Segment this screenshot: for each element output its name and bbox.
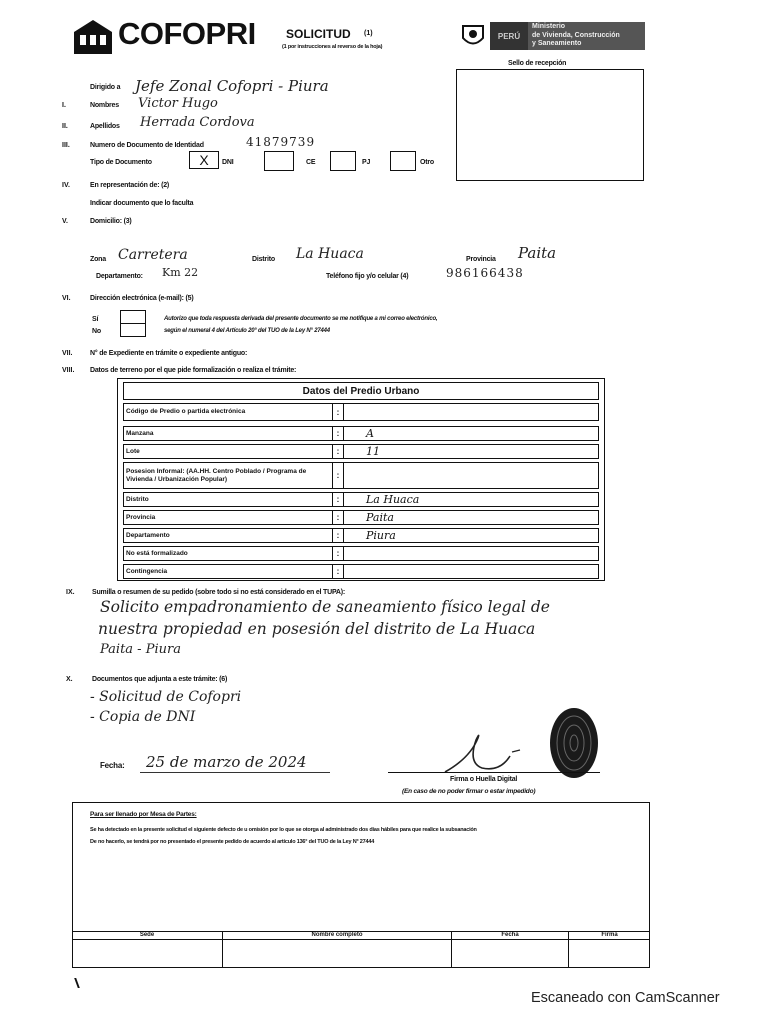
col-nombre: Nombre completo — [223, 932, 452, 939]
predio-row-label: Contingencia — [123, 564, 333, 579]
predio-row-colon: : — [333, 546, 344, 561]
predio-row-value: 11 — [344, 444, 599, 459]
predio-row-no-formalizado — [123, 546, 599, 561]
tipo-dni-checkbox[interactable] — [189, 151, 219, 169]
terreno-label: Datos de terreno por el que pide formalización o realiza el trámite: — [90, 367, 297, 374]
telefono-value: 986166438 — [446, 266, 524, 280]
peru-emblem — [458, 22, 488, 50]
predio-row-value — [344, 564, 599, 579]
telefono-label: Teléfono fijo y/o celular (4) — [326, 273, 409, 280]
predio-row-value: A — [344, 426, 599, 441]
predio-title — [123, 382, 599, 400]
predio-row-value — [344, 462, 599, 489]
tipo-ce-checkbox[interactable] — [264, 151, 294, 171]
dirigido-label: Dirigido a — [90, 84, 121, 91]
nombres-label: Nombres — [90, 102, 119, 109]
provincia-label: Provincia — [466, 256, 496, 263]
nombres-num: I. — [62, 102, 66, 109]
form-subtitle: (1 por instrucciones al reverso de la hoja) — [282, 44, 383, 50]
predio-row-posesion — [123, 462, 599, 489]
apellidos-num: II. — [62, 123, 68, 130]
zona-value: Carretera — [118, 247, 188, 263]
form-title: SOLICITUD — [286, 27, 351, 41]
predio-row-colon: : — [333, 492, 344, 507]
mesa-line2: De no hacerlo, se tendrá por no presentado el presente pedido de acuerdo al artículo 136° del TUO de la Ley N° 27444 — [90, 839, 375, 845]
predio-row-value — [344, 546, 599, 561]
ministry-line3: y Saneamiento — [532, 40, 582, 47]
peru-shield-icon — [458, 22, 488, 50]
peru-label: PERÚ — [497, 31, 521, 41]
tipo-dni-check-mark: X — [199, 152, 209, 168]
tipo-dni-label: DNI — [222, 159, 234, 166]
firma-note: (En caso de no poder firmar o estar impedido) — [402, 788, 536, 795]
distrito-label: Distrito — [252, 256, 275, 263]
predio-row-value: Paita — [344, 510, 599, 525]
cofopri-house-icon — [72, 18, 114, 56]
logo-text: COFOPRI — [118, 16, 256, 51]
predio-row-departamento — [123, 528, 599, 543]
doc-label: Numero de Documento de Identidad — [90, 142, 204, 149]
peru-label-block — [490, 22, 528, 50]
scan-mark — [74, 978, 88, 988]
predio-row-label: Distrito — [123, 492, 333, 507]
predio-row-label: No está formalizado — [123, 546, 333, 561]
tipo-ce-label: CE — [306, 159, 316, 166]
departamento-label: Departamento: — [96, 273, 143, 280]
cell-firma — [569, 940, 650, 968]
col-sede: Sede — [72, 932, 223, 939]
fecha-underline — [140, 772, 330, 773]
predio-row-value — [344, 403, 599, 421]
ministry-line2: de Vivienda, Construcción — [532, 31, 620, 39]
predio-row-colon: : — [333, 510, 344, 525]
documentos-num: X. — [66, 676, 73, 683]
predio-row-colon: : — [333, 444, 344, 459]
domicilio-num: V. — [62, 218, 68, 225]
predio-row-colon: : — [333, 426, 344, 441]
predio-title-text: Datos del Predio Urbano — [302, 385, 420, 397]
firma-line — [388, 772, 600, 773]
tipo-label: Tipo de Documento — [90, 159, 152, 166]
predio-row-lote — [123, 444, 599, 459]
email-label: Dirección electrónica (e-mail): (5) — [90, 295, 194, 302]
col-firma: Firma — [601, 932, 618, 938]
ministry-text — [528, 22, 624, 50]
predio-row-colon: : — [333, 528, 344, 543]
mesa-line1: Se ha detectado en la presente solicitud el siguiente defecto de u omisión por lo que se otorga al administrado dos días hábiles para que realice la subsanación — [90, 827, 477, 833]
si-label: Sí — [92, 316, 99, 323]
apellidos-label: Apellidos — [90, 123, 120, 130]
departamento-value: Km 22 — [162, 266, 199, 279]
tipo-otro-label: Otro — [420, 159, 434, 166]
form-title-note: (1) — [364, 30, 373, 37]
stamp-label: Sello de recepción — [508, 60, 567, 67]
domicilio-label: Domicilio: (3) — [90, 218, 132, 225]
sumilla-line2: nuestra propiedad en posesión del distrito de La Huaca — [98, 620, 536, 638]
mesa-title: Para ser llenado por Mesa de Partes: — [90, 811, 197, 818]
apellidos-value: Herrada Cordova — [140, 115, 255, 130]
expediente-label: N° de Expediente en trámite o expediente antiguo: — [90, 350, 248, 357]
tipo-pj-checkbox[interactable] — [330, 151, 356, 171]
expediente-num: VII. — [62, 350, 73, 357]
predio-row-label: Lote — [123, 444, 333, 459]
tipo-otro-checkbox[interactable] — [390, 151, 416, 171]
mesa-table-body — [72, 940, 650, 968]
cell-fecha — [452, 940, 569, 968]
ministry-line1: Ministerio — [532, 23, 566, 30]
predio-row-value: Piura — [344, 528, 599, 543]
sumilla-line1: Solicito empadronamiento de saneamiento físico legal de — [100, 598, 550, 616]
email-no-checkbox[interactable] — [120, 323, 146, 337]
col-fecha: Fecha — [452, 932, 569, 939]
predio-row-label: Código de Predio o partida electrónica — [123, 403, 333, 421]
doc-num: III. — [62, 142, 70, 149]
predio-row-label: Provincia — [123, 510, 333, 525]
email-num: VI. — [62, 295, 71, 302]
predio-row-contingencia — [123, 564, 599, 579]
predio-row-distrito — [123, 492, 599, 507]
scanner-watermark: Escaneado con CamScanner — [531, 990, 720, 1006]
predio-row-manzana — [123, 426, 599, 441]
indicar-label: Indicar documento que lo faculta — [90, 200, 194, 207]
fingerprint-icon — [546, 705, 602, 781]
mesa-table-header — [72, 931, 650, 940]
predio-row-label: Departamento — [123, 528, 333, 543]
documento-item1: - Solicitud de Cofopri — [90, 689, 242, 705]
sumilla-label: Sumilla o resumen de su pedido (sobre todo si no está considerado en el TUPA): — [92, 589, 346, 596]
predio-row-colon: : — [333, 403, 344, 421]
predio-row-value: La Huaca — [344, 492, 599, 507]
predio-row-colon: : — [333, 564, 344, 579]
distrito-value: La Huaca — [296, 246, 364, 262]
email-si-checkbox[interactable] — [120, 310, 146, 324]
zona-label: Zona — [90, 256, 106, 263]
cell-sede — [72, 940, 223, 968]
predio-row-provincia — [123, 510, 599, 525]
dirigido-value: Jefe Zonal Cofopri - Piura — [135, 77, 329, 95]
documento-item2: - Copia de DNI — [90, 709, 196, 725]
documentos-label: Documentos que adjunta a este trámite: (6) — [92, 676, 228, 683]
predio-row-colon: : — [333, 462, 344, 489]
predio-row-label: Manzana — [123, 426, 333, 441]
nombres-value: Victor Hugo — [138, 96, 218, 111]
fecha-label: Fecha: — [100, 761, 125, 770]
tipo-pj-label: PJ — [362, 159, 371, 166]
stamp-box — [456, 69, 644, 181]
provincia-value: Paita — [518, 244, 557, 262]
repr-label: En representación de: (2) — [90, 182, 170, 189]
autorizo-line1: Autorizo que toda respuesta derivada del presente documento se me notifique a mi correo electrónico, — [164, 316, 438, 322]
terreno-num: VIII. — [62, 367, 75, 374]
signature-icon — [440, 728, 530, 778]
sumilla-line3: Paita - Piura — [100, 642, 181, 657]
no-label: No — [92, 328, 101, 335]
firma-label: Firma o Huella Digital — [450, 776, 518, 783]
doc-value: 41879739 — [246, 135, 316, 149]
cofopri-logo — [72, 18, 262, 56]
autorizo-line2: según el numeral 4 del Artículo 20° del TUO de la Ley N° 27444 — [164, 328, 330, 334]
cell-nombre — [223, 940, 452, 968]
repr-num: IV. — [62, 182, 70, 189]
predio-row-codigo — [123, 403, 599, 421]
fecha-value: 25 de marzo de 2024 — [146, 753, 307, 771]
predio-row-label: Posesion Informal: (AA.HH. Centro Poblado / Programa de Vivienda / Urbanización Popular) — [123, 462, 333, 489]
sumilla-num: IX. — [66, 589, 75, 596]
ministry-banner — [490, 22, 645, 50]
